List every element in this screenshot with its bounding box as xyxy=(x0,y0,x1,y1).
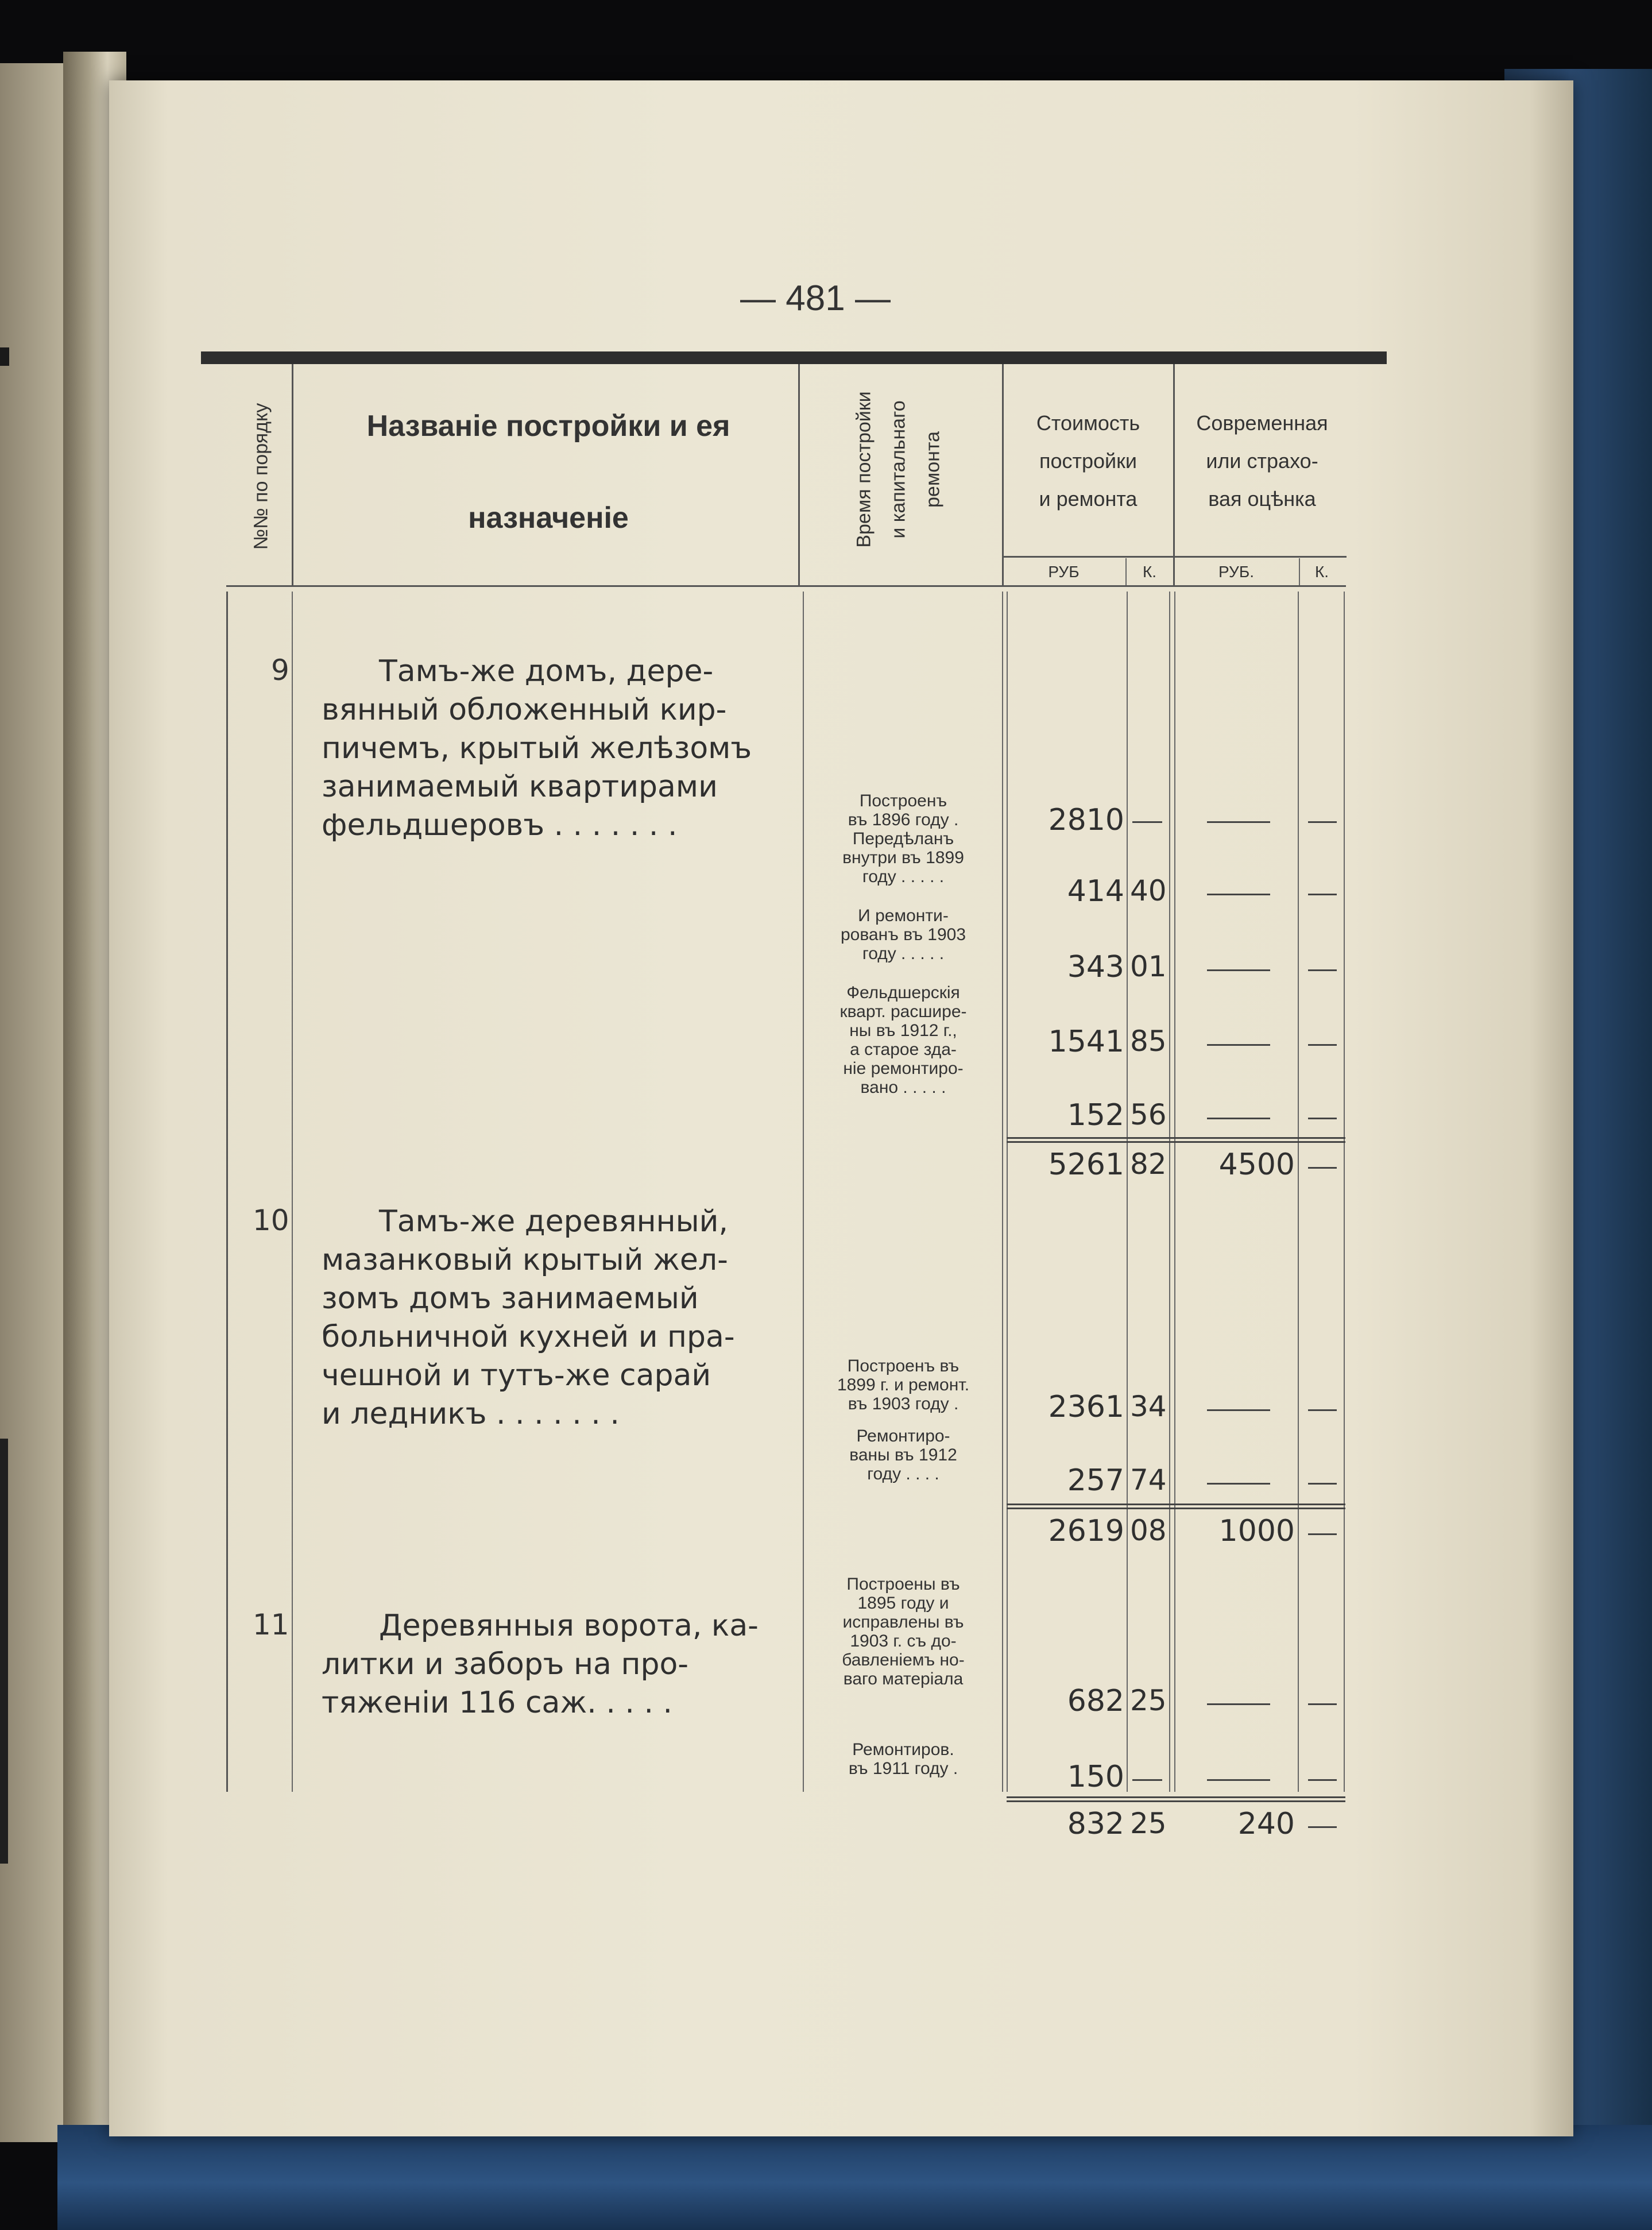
note-line: бавленіемъ но- xyxy=(842,1651,965,1669)
description-line: литки и заборъ на про- xyxy=(322,1647,689,1682)
header-bottom-rule xyxy=(226,585,1346,587)
header-cost-line-3: и ремонта xyxy=(1039,487,1138,511)
note-line: а старое зда- xyxy=(850,1040,957,1059)
note-line: году . . . . . xyxy=(862,867,945,886)
row-number: 11 xyxy=(253,1608,289,1641)
cost-rubles: 1541 xyxy=(1048,1025,1124,1059)
body-line-time-double xyxy=(1007,592,1008,1792)
col-divider-cost xyxy=(1173,364,1175,585)
description-line: зомъ домъ занимаемый xyxy=(322,1281,699,1316)
cost-kopecks: 01 xyxy=(1130,950,1167,983)
body-line-name xyxy=(803,592,804,1792)
total-rule-row-10 xyxy=(1007,1504,1345,1509)
note-line: въ 1903 году . xyxy=(848,1394,959,1413)
total-cost-kopecks: 82 xyxy=(1130,1147,1167,1181)
value-rubles-dash xyxy=(1207,1044,1270,1046)
note-line: 1895 году и xyxy=(857,1594,949,1613)
cost-kopecks: 25 xyxy=(1130,1684,1167,1717)
body-line-value-kop xyxy=(1298,592,1299,1792)
construction-note xyxy=(808,1740,998,1778)
description-line: фельдшеровъ . . . . . . . xyxy=(322,808,678,842)
body-line-time xyxy=(1002,592,1003,1792)
note-line: Ремонтиро- xyxy=(856,1427,950,1446)
total-rule-row-9 xyxy=(1007,1137,1345,1143)
body-line-cost-double xyxy=(1174,592,1175,1792)
header-time-line-2: и капитальнаго xyxy=(887,400,910,539)
note-line: ваны въ 1912 xyxy=(849,1446,957,1464)
construction-note xyxy=(808,829,998,886)
total-cost-kopecks: 08 xyxy=(1130,1514,1167,1547)
note-line: вано . . . . . xyxy=(860,1078,946,1097)
description-line: занимаемый квартирами xyxy=(322,770,718,804)
value-kopecks-dash xyxy=(1308,1409,1337,1411)
cost-kopecks: 56 xyxy=(1130,1098,1167,1131)
value-rubles-dash xyxy=(1207,1118,1270,1119)
description-line: чешной и тутъ-же сарай xyxy=(322,1358,711,1393)
total-value-kopecks-dash xyxy=(1308,1167,1337,1169)
note-line: Построенъ въ xyxy=(847,1356,960,1375)
cost-rubles: 682 xyxy=(1067,1684,1124,1718)
construction-note xyxy=(808,906,998,963)
note-line: рованъ въ 1903 xyxy=(840,925,966,944)
description-line: пичемъ, крытый желѣзомъ xyxy=(322,731,752,766)
total-value-kopecks-dash xyxy=(1308,1533,1337,1535)
body-line-cost-kop xyxy=(1127,592,1128,1792)
value-kopecks-dash xyxy=(1308,1044,1337,1046)
note-line: Передѣланъ xyxy=(852,829,954,848)
body-line-cost xyxy=(1169,592,1170,1792)
value-kopecks-dash xyxy=(1308,1703,1337,1705)
value-rubles-dash xyxy=(1207,1779,1270,1781)
description-line: тяженіи 116 саж. . . . . xyxy=(322,1686,673,1720)
value-rubles-dash xyxy=(1207,821,1270,823)
note-line: 1899 г. и ремонт. xyxy=(837,1375,970,1394)
total-value-rubles: 4500 xyxy=(1218,1147,1295,1182)
construction-note xyxy=(808,791,998,829)
note-line: Фельдшерскія xyxy=(846,983,960,1002)
col-divider-time xyxy=(1002,364,1004,585)
description-line: вянный обложенный кир- xyxy=(322,693,727,727)
body-line-left xyxy=(226,592,228,1792)
header-value-line-2: или страхо- xyxy=(1206,449,1318,473)
col-divider-number xyxy=(292,364,293,585)
description-line: Тамъ-же домъ, дере- xyxy=(379,654,714,689)
description-line: и ледникъ . . . . . . . xyxy=(322,1397,620,1431)
total-value-kopecks-dash xyxy=(1308,1826,1337,1828)
description-line: Деревянныя ворота, ка- xyxy=(379,1609,759,1643)
cost-rubles: 343 xyxy=(1067,950,1124,984)
total-cost-rubles: 2619 xyxy=(1048,1514,1124,1548)
subheader-rub-value: РУБ. xyxy=(1218,563,1254,581)
row-description xyxy=(322,1203,772,1433)
value-rubles-dash xyxy=(1207,894,1270,895)
subheader-rub-cost: РУБ xyxy=(1048,563,1080,581)
subheader-rule xyxy=(1002,556,1347,558)
value-kopecks-dash xyxy=(1308,894,1337,895)
table-top-rule xyxy=(201,351,1387,364)
construction-note xyxy=(808,983,998,1097)
value-kopecks-dash xyxy=(1308,1118,1337,1119)
cost-kopecks: 40 xyxy=(1130,874,1167,907)
value-kopecks-dash xyxy=(1308,821,1337,823)
note-line: внутри въ 1899 xyxy=(842,848,964,867)
value-kopecks-dash xyxy=(1308,1483,1337,1485)
header-cost-line-2: постройки xyxy=(1039,449,1137,473)
header-value-line-1: Современная xyxy=(1196,411,1328,435)
note-line: въ 1896 году . xyxy=(848,810,959,829)
description-line: Тамъ-же деревянный, xyxy=(379,1204,728,1239)
note-line: ніе ремонтиро- xyxy=(843,1059,964,1078)
header-number-column: №№ по порядку xyxy=(250,403,272,550)
cost-kopecks: 34 xyxy=(1130,1390,1167,1423)
page-number: — 481 — xyxy=(740,279,891,318)
construction-note xyxy=(808,1575,998,1688)
note-line: кварт. расшире- xyxy=(839,1002,967,1021)
construction-note xyxy=(808,1356,998,1413)
header-name-line-1: Названіе постройки и ея xyxy=(366,409,730,443)
note-line: исправлены въ xyxy=(842,1613,964,1632)
row-number: 10 xyxy=(253,1204,289,1237)
header-value-line-3: вая оцѣнка xyxy=(1208,487,1316,511)
value-rubles-dash xyxy=(1207,1483,1270,1485)
subheader-kop-cost: К. xyxy=(1142,563,1157,581)
note-line: 1903 г. съ до- xyxy=(850,1632,957,1651)
header-cost-line-1: Стоимость xyxy=(1036,411,1140,435)
total-value-rubles: 1000 xyxy=(1218,1514,1295,1548)
value-rubles-dash xyxy=(1207,1703,1270,1705)
cost-rubles: 2361 xyxy=(1048,1390,1124,1424)
cost-rubles: 414 xyxy=(1067,874,1124,909)
cost-kopecks-dash xyxy=(1132,1779,1162,1781)
total-rule-row-11 xyxy=(1007,1796,1345,1802)
header-time-line-3: ремонта xyxy=(922,431,944,508)
total-value-rubles: 240 xyxy=(1237,1807,1295,1841)
book-cover-bottom xyxy=(57,2125,1652,2230)
col-divider-name xyxy=(798,364,800,585)
subheader-kop-value: К. xyxy=(1314,563,1329,581)
total-cost-kopecks: 25 xyxy=(1130,1807,1167,1840)
note-line: году . . . . . xyxy=(862,944,945,963)
row-description xyxy=(322,1607,772,1722)
description-line: больничной кухней и пра- xyxy=(322,1320,735,1354)
value-kopecks-dash xyxy=(1308,1779,1337,1781)
header-time-line-1: Время постройки xyxy=(853,391,875,548)
header-name-line-2: назначеніе xyxy=(468,501,629,535)
previous-page-rule-fragment xyxy=(0,1439,8,1864)
col-divider-cost-kop xyxy=(1125,558,1127,585)
value-rubles-dash xyxy=(1207,969,1270,971)
previous-page-text-fragment xyxy=(0,347,9,366)
construction-note xyxy=(808,1427,998,1483)
note-line: ны въ 1912 г., xyxy=(849,1021,957,1040)
note-line: И ремонти- xyxy=(858,906,949,925)
description-line: мазанковый крытый жел- xyxy=(322,1243,728,1277)
note-line: Ремонтиров. xyxy=(852,1740,954,1759)
row-number: 9 xyxy=(271,654,289,687)
cost-rubles: 152 xyxy=(1067,1098,1124,1133)
note-line: ваго матеріала xyxy=(843,1669,964,1688)
body-line-right xyxy=(1344,592,1345,1792)
total-cost-rubles: 5261 xyxy=(1048,1147,1124,1182)
cost-rubles: 257 xyxy=(1067,1463,1124,1498)
value-rubles-dash xyxy=(1207,1409,1270,1411)
value-kopecks-dash xyxy=(1308,969,1337,971)
body-line-number xyxy=(292,592,293,1792)
cost-kopecks: 74 xyxy=(1130,1463,1167,1497)
cost-rubles: 2810 xyxy=(1048,803,1124,837)
row-description xyxy=(322,652,772,845)
note-line: Построенъ xyxy=(859,791,947,810)
note-line: году . . . . xyxy=(867,1464,939,1483)
note-line: въ 1911 году . xyxy=(848,1759,958,1778)
cost-kopecks-dash xyxy=(1132,821,1162,823)
note-line: Построены въ xyxy=(846,1575,960,1594)
book-page xyxy=(109,80,1573,2136)
cost-rubles: 150 xyxy=(1067,1760,1124,1794)
total-cost-rubles: 832 xyxy=(1067,1807,1124,1841)
cost-kopecks: 85 xyxy=(1130,1025,1167,1058)
